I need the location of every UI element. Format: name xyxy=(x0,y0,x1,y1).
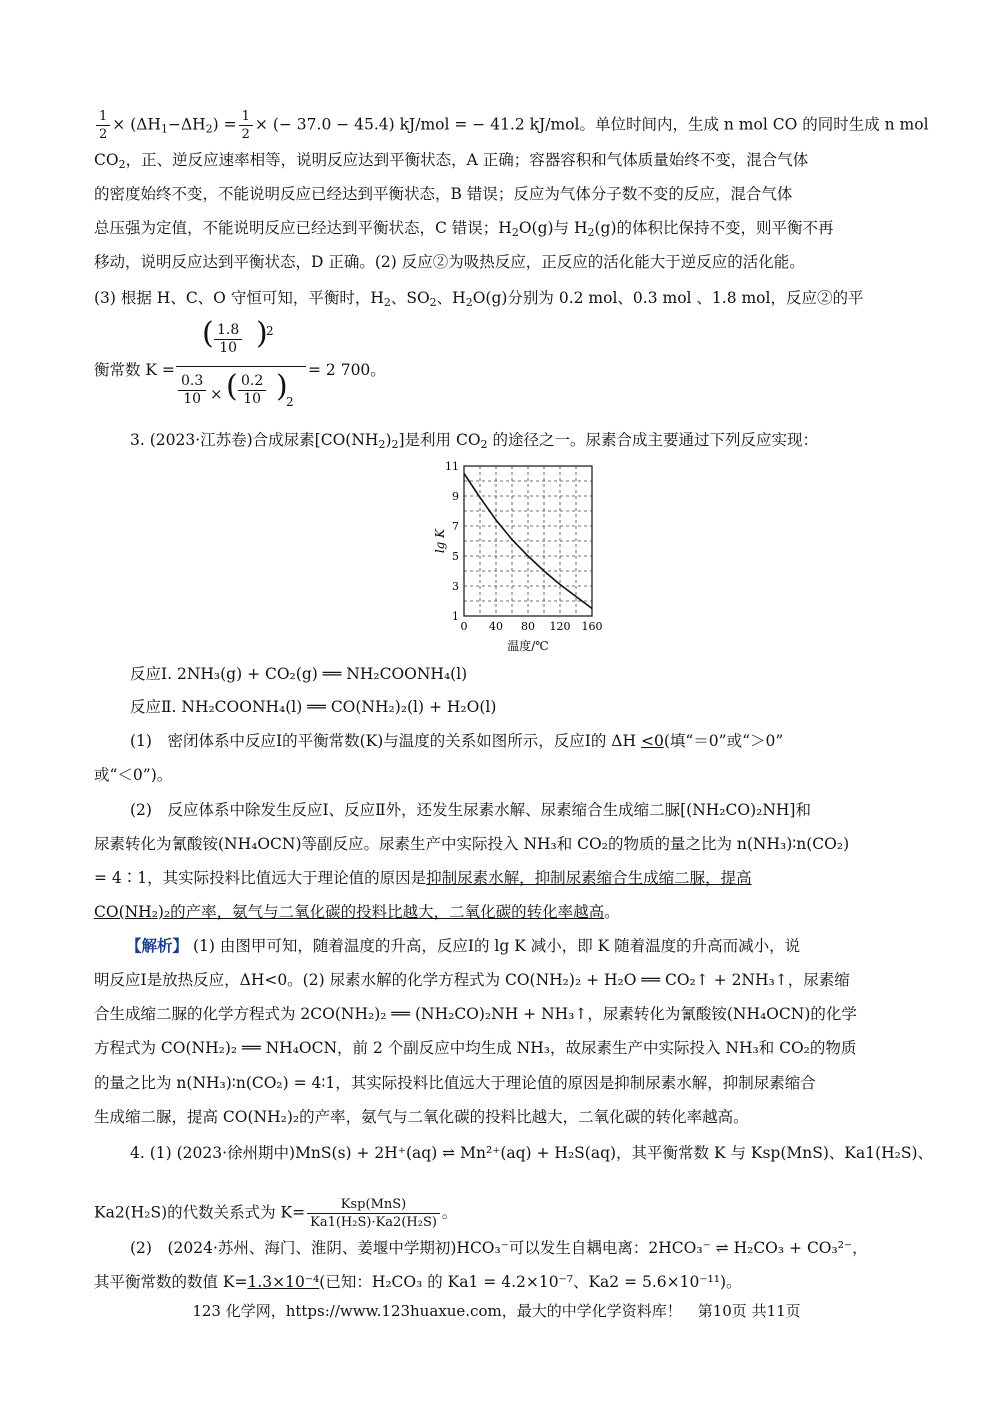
text-line: = 4∶1，其实际投料比值远大于理论值的原因是抑制尿素水解，抑制尿素缩合生成缩二脲，提高 xyxy=(94,869,752,887)
y-tick-label: 1 xyxy=(452,610,459,623)
fraction: $\frac{1}{2}$ xyxy=(239,108,253,143)
y-tick-label: 5 xyxy=(452,550,459,563)
question-3: 3. (2023·江苏卷)合成尿素$[CO(NH_2)_2]$是利用 $CO_2$ 的途径之一。尿素合成主要通过下列反应实现： xyxy=(130,431,818,451)
part-1: (1) 密闭体系中反应Ⅰ的平衡常数(K)与温度的关系如图所示，反应Ⅰ的 ΔH <0(填“＝0”或“＞0” xyxy=(130,732,784,750)
answer-2: 抑制尿素水解，抑制尿素缩合生成缩二脲，提高 xyxy=(426,869,752,887)
reaction-1: 反应Ⅰ. 2NH₃(g) + CO₂(g) ══ NH₂COONH₄(l) xyxy=(130,665,468,683)
text-line: 其平衡常数的数值 K=1.3×10⁻⁴(已知：H₂CO₃ 的 Ka1 = 4.2×10⁻⁷、Ka2 = 5.6×10⁻¹¹)。 xyxy=(94,1273,742,1291)
analysis: 【解析】 (1) 由图甲可知，随着温度的升高，反应Ⅰ的 lg K 减小，即 K 随着温度的升高而减小，说 xyxy=(126,936,801,955)
y-tick-label: 7 xyxy=(452,520,459,533)
x-axis-label: 温度/℃ xyxy=(507,639,549,653)
page-footer: 123 化学网，https://www.123huaxue.com，最大的中学化学资料库！ 第10页 共11页 xyxy=(192,1302,801,1320)
y-axis-label: lg K xyxy=(433,528,447,554)
fraction: $\frac{\text{Ksp(MnS)}}{\text{Ka1(H₂S)·Ka2(H₂S)}}$ xyxy=(307,1196,440,1231)
text-line: 移动，说明反应达到平衡状态，D 正确。(2) 反应②为吸热反应，正反应的活化能大于逆反应的活化能。 xyxy=(94,253,805,271)
text-line: 或“＜0”)。 xyxy=(94,766,173,784)
text-line: 合生成缩二脲的化学方程式为 2CO(NH₂)₂ ══ (NH₂CO)₂NH + NH₃↑，尿素转化为氰酸铵(NH₄OCN)的化学 xyxy=(94,1005,857,1023)
x-tick-label: 160 xyxy=(581,620,603,633)
x-tick-label: 120 xyxy=(549,620,571,633)
question-4: 4. (1) (2023·徐州期中)MnS(s) + 2H⁺(aq) ⇌ Mn²⁺(aq) + H₂S(aq)，其平衡常数 K 与 Ksp(MnS)、Ka1(H₂S)、 xyxy=(130,1144,934,1162)
y-tick-label: 3 xyxy=(452,580,459,593)
text-line: $CO_2$，正、逆反应速率相等，说明反应达到平衡状态，A 正确；容器容积和气体质量始终不变，混合气体 xyxy=(94,151,809,171)
text-line: 的量之比为 n(NH₃)∶n(CO₂) = 4∶1，其实际投料比值远大于理论值的原因是抑制尿素水解，抑制尿素缩合 xyxy=(94,1074,816,1092)
reaction-2: 反应Ⅱ. NH₂COONH₄(l) ══ CO(NH₂)₂(l) + H₂O(l) xyxy=(130,698,497,716)
k-label: 衡常数 K = xyxy=(94,361,175,379)
answer-2-cont: CO(NH₂)₂的产率，氨气与二氧化碳的投料比越大，二氧化碳的转化率越高 xyxy=(94,903,605,921)
x-tick-label: 40 xyxy=(489,620,503,633)
x-tick-label: 80 xyxy=(521,620,535,633)
text-line: 明反应Ⅰ是放热反应，ΔH<0。(2) 尿素水解的化学方程式为 CO(NH₂)₂ + H₂O ══ CO₂↑ + 2NH₃↑，尿素缩 xyxy=(94,971,850,989)
fraction: $\frac{1}{2}$ xyxy=(96,108,110,143)
answer-4: 1.3×10⁻⁴ xyxy=(247,1273,320,1291)
k-result: = 2 700。 xyxy=(308,361,386,379)
part-2: (2) 反应体系中除发生反应Ⅰ、反应Ⅱ外，还发生尿素水解、尿素缩合生成缩二脲[(NH₂CO)₂NH]和 xyxy=(130,801,811,819)
text-line: 总压强为定值，不能说明反应已经达到平衡状态，C 错误；$H_2O(g)$与 $H_2(g)$的体积比保持不变，则平衡不再 xyxy=(94,219,834,239)
text-line: 方程式为 CO(NH₂)₂ ══ NH₄OCN，前 2 个副反应中均生成 NH₃，故尿素生产中实际投入 NH₃和 CO₂的物质 xyxy=(94,1039,857,1057)
text-line: $\frac{1}{2}$ × $(\Delta H_1-\Delta H_2)$ = $\frac{1}{2}$ × (− 37.0 − 45.4) kJ/mol = − 41.2 kJ/mol。单位时间内，生成 n mol CO 的同时生成 n mol xyxy=(94,108,900,143)
text-line: CO(NH₂)₂的产率，氨气与二氧化碳的投料比越大，二氧化碳的转化率越高。 xyxy=(94,903,620,921)
lgk-temperature-chart xyxy=(430,458,610,654)
answer-1: <0 xyxy=(640,732,664,750)
analysis-tag: 【解析】 xyxy=(126,936,189,955)
text-line: (3) 根据 H、C、O 守恒可知，平衡时，$H_2$、$SO_2$、$H_2O(g)$分别为 0.2 mol、0.3 mol 、1.8 mol，反应②的平 xyxy=(94,289,864,309)
y-tick-label: 11 xyxy=(445,460,459,473)
text-line: 尿素转化为氰酸铵(NH₄OCN)等副反应。尿素生产中实际投入 NH₃和 CO₂的物质的量之比为 n(NH₃)∶n(CO₂) xyxy=(94,835,850,853)
part-4-2: (2) (2024·苏州、海门、淮阴、姜堰中学期初)HCO₃⁻可以发生自耦电离：2HCO₃⁻ ⇌ H₂CO₃ + CO₃²⁻， xyxy=(130,1239,868,1257)
y-tick-label: 9 xyxy=(452,490,459,503)
text-line: 的密度始终不变，不能说明反应已经达到平衡状态，B 错误；反应为气体分子数不变的反应，混合气体 xyxy=(94,185,793,203)
text-line: Ka2(H₂S)的代数关系式为 K= $\frac{\text{Ksp(MnS)}}{\text{Ka1(H₂S)·Ka2(H₂S)}}$ 。 xyxy=(94,1197,458,1230)
x-tick-label: 0 xyxy=(460,620,468,633)
k-fraction: ( $\frac{1.8}{10}$ ) 2 $\frac{0.3}{10}$ × ( $\frac{0.2}{10}$ ) 2 xyxy=(176,318,306,417)
text-line: 生成缩二脲，提高 CO(NH₂)₂的产率，氨气与二氧化碳的投料比越大，二氧化碳的转化率越高。 xyxy=(94,1108,749,1126)
